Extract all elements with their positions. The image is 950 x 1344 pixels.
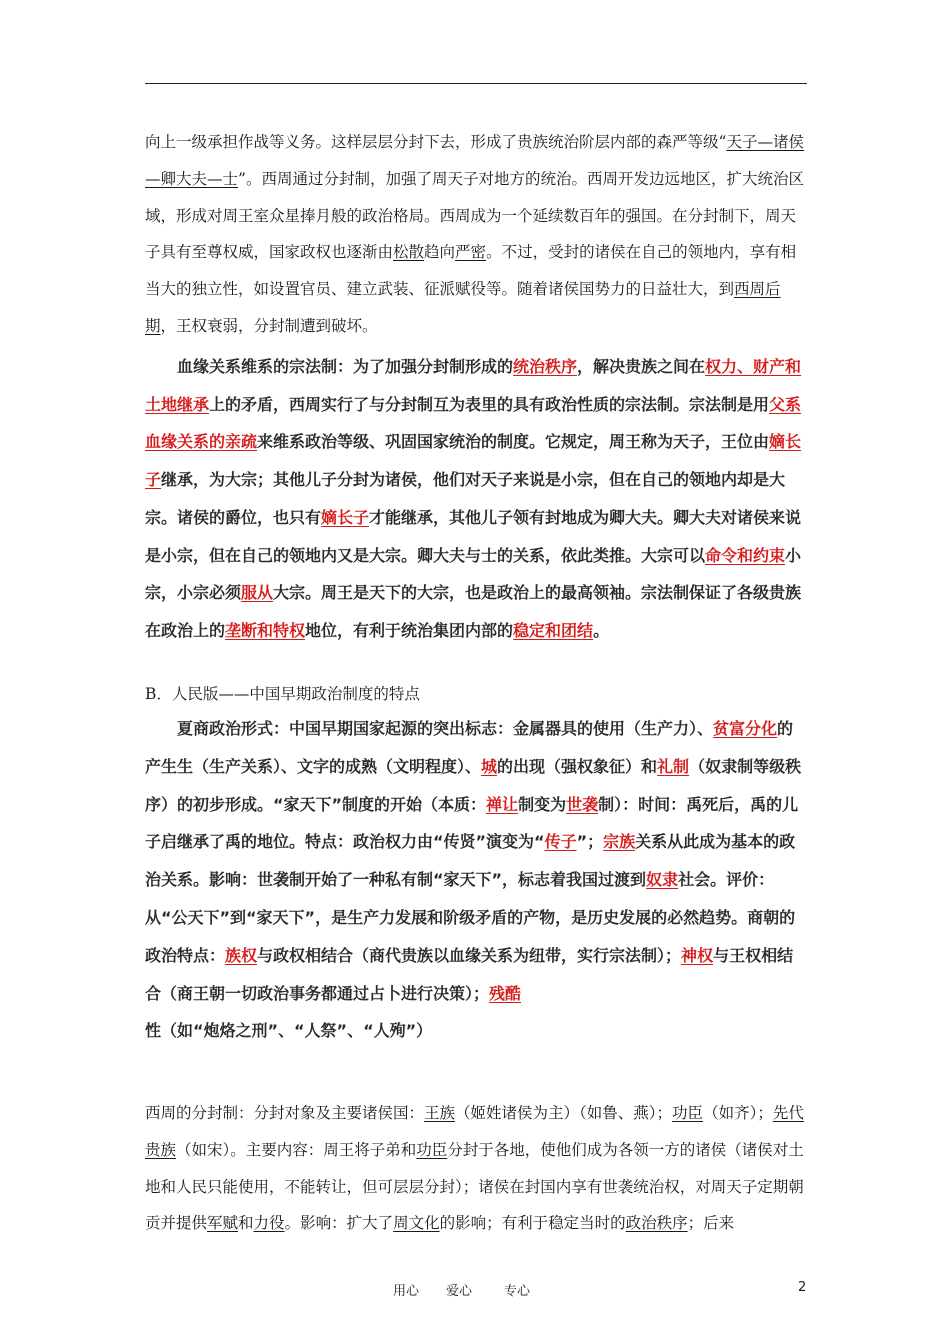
text-run: 才能继承，其他儿子领有封地成为卿大夫。卿大夫对诸侯来说是小宗，但在自己的领地内又是大宗。卿大夫与士的关系，依此类推。大宗可以	[145, 507, 802, 565]
text-run: 。	[593, 620, 610, 640]
text-run: 性（如“炮烙之刑”、“人祭”、“人殉”）	[145, 1021, 433, 1041]
key-term: 城	[481, 756, 498, 776]
key-term: 族权	[225, 945, 258, 965]
text-run: （奴隶制等级秩序）的初步形成。“家天下”制度的开始（本质：	[145, 756, 802, 814]
key-term: 统治秩序	[513, 357, 578, 376]
text-run: 趋向	[424, 243, 456, 262]
text-run: （如齐）；	[703, 1104, 773, 1122]
text-run: 地位，有利于统治集团内部的	[305, 620, 514, 640]
paragraph-fengjian-intro	[145, 124, 807, 345]
underlined-term: 周文化	[393, 1214, 440, 1233]
text-run: ；后来	[687, 1214, 735, 1233]
paragraph-xizhou-fenfeng	[145, 1095, 807, 1242]
text-run: （如宋）。主要内容：周王将子弟和	[176, 1140, 417, 1159]
text-run: 夏商政治形式：中国早期国家起源的突出标志：金属器具的使用（生产力）、	[177, 719, 714, 738]
text-run: 继承，为大宗；其他儿子分封为诸侯，他们对天子来说是小宗，但在自己的领地内却是大宗。诸侯的爵位，也只有	[145, 470, 786, 527]
text-run: 。不过，受封的诸侯在自己的领地内，享有相当大的独立性，如设置官员、建立武装、征派赋役等。随着诸侯国势力的日益壮大，到	[145, 243, 797, 299]
underlined-term: 西周后期	[145, 280, 781, 335]
text-run: 与政权相结合（商代贵族以血缘关系为纽带，实行宗法制）；	[257, 945, 682, 965]
key-term: 奴隶	[646, 870, 679, 890]
text-run: 向上一级承担作战等义务。这样层层分封下去，形成了贵族统治阶层内部的森严等级“	[145, 133, 727, 151]
footer-motto-1: 用心	[393, 1284, 420, 1299]
key-term: 权力、财产和土地继承	[145, 357, 802, 414]
page-number: 2	[798, 1280, 807, 1295]
underlined-term: 政治秩序	[625, 1214, 688, 1233]
underlined-term: 王族	[424, 1104, 456, 1122]
text-run: 制变为	[518, 794, 567, 814]
text-run: 分封于各地，使他们成为各领一方的诸侯（诸侯对土地和人民只能使用，不能转让，但可层层分封）；诸侯在封国内享有世袭统治权，对周天子定期朝贡并提供	[145, 1140, 804, 1233]
key-term: 礼制	[657, 756, 690, 776]
text-run: 的产生生（生产关系）、文字的成熟（文明程度）、	[145, 719, 794, 776]
text-run: 西周的分封制：分封对象及主要诸侯国：	[145, 1104, 425, 1122]
text-run: ”。西周通过分封制，加强了周天子对地方的统治。西周开发边远地区，扩大统治区域，形成对周王室众星捧月般的政治格局。西周成为一个延续数百年的强国。在分封制下，周天子具有至尊权威，国家政权也逐渐由	[145, 169, 804, 262]
key-term: 服从	[241, 583, 274, 603]
underlined-term: 功臣	[416, 1140, 448, 1159]
text-run: B．人民版——中国早期政治制度的特点	[145, 685, 420, 703]
key-term: 禅让	[486, 794, 519, 814]
underlined-term: 先代贵族	[145, 1104, 804, 1159]
key-term: 传子	[544, 832, 577, 852]
section-heading-renminban	[145, 679, 807, 709]
paragraph-zongfa	[145, 348, 807, 650]
key-term: 神权	[681, 945, 714, 965]
text-run: 关系从此成为基本的政治关系。影响：世袭制开始了一种私有制“家天下”，标志着我国过渡到	[145, 832, 796, 890]
key-term: 父系血缘关系的亲疏	[145, 394, 802, 452]
key-term: 世袭	[566, 794, 599, 814]
text-run: 和	[238, 1214, 254, 1233]
text-run: 来维系政治等级、巩固国家统治的制度。它规定，周王称为天子，王位由	[257, 432, 770, 452]
key-term: 嫡长子	[321, 507, 370, 527]
text-run: 与王权相结合（商王朝一切政治事务都通过占卜进行决策）；	[145, 945, 794, 1003]
key-term: 贫富分化	[713, 719, 778, 738]
underlined-term: 松散	[393, 243, 425, 262]
key-term: 垄断和特权	[225, 620, 306, 640]
underlined-term: 天子—诸侯—卿大夫—士	[145, 133, 804, 188]
text-run: ，王权衰弱，分封制遭到破坏。	[160, 316, 378, 335]
text-run: （姬姓诸侯为主）（如鲁、燕）；	[455, 1104, 673, 1122]
text-run: ”；	[576, 832, 604, 852]
text-run: 社会。评价：从“公天下”到“家天下”，是生产力发展和阶级矛盾的产物，是历史发展的必然趋势。商朝的政治特点：	[145, 870, 796, 965]
text-run: 。影响：扩大了	[284, 1214, 394, 1233]
text-run: 大宗。周王是天下的大宗，也是政治上的最高领袖。宗法制保证了各级贵族在政治上的	[145, 583, 802, 640]
underlined-term: 严密	[455, 243, 487, 262]
text-run: 制）：时间：禹死后，禹的儿子启继承了禹的地位。特点：政治权力由“传贤”演变为“	[145, 794, 799, 852]
text-run: 小宗，小宗必须	[145, 545, 802, 603]
underlined-term: 功臣	[672, 1104, 704, 1122]
key-term: 宗族	[603, 832, 636, 852]
underlined-term: 力役	[253, 1214, 285, 1233]
text-run: 的影响；有利于稳定当时的	[439, 1214, 626, 1233]
text-run: 的出现（强权象征）和	[497, 756, 658, 776]
page-footer	[0, 1280, 950, 1304]
footer-motto-3: 专心	[504, 1284, 531, 1299]
key-term: 稳定和团结	[513, 620, 594, 640]
key-term: 命令和约束	[705, 545, 786, 565]
text-run: 血缘关系维系的宗法制：为了加强分封制形成的	[177, 357, 514, 376]
header-rule	[145, 83, 807, 84]
footer-motto-2: 爱心	[446, 1284, 473, 1299]
paragraph-xia-shang	[145, 710, 807, 1050]
underlined-term: 军赋	[207, 1214, 239, 1233]
key-term: 残酷	[489, 983, 522, 1003]
key-term: 嫡长子	[145, 432, 802, 490]
text-run: 上的矛盾，西周实行了与分封制互为表里的具有政治性质的宗法制。宗法制是用	[209, 394, 770, 414]
text-run: ，解决贵族之间在	[577, 357, 706, 376]
